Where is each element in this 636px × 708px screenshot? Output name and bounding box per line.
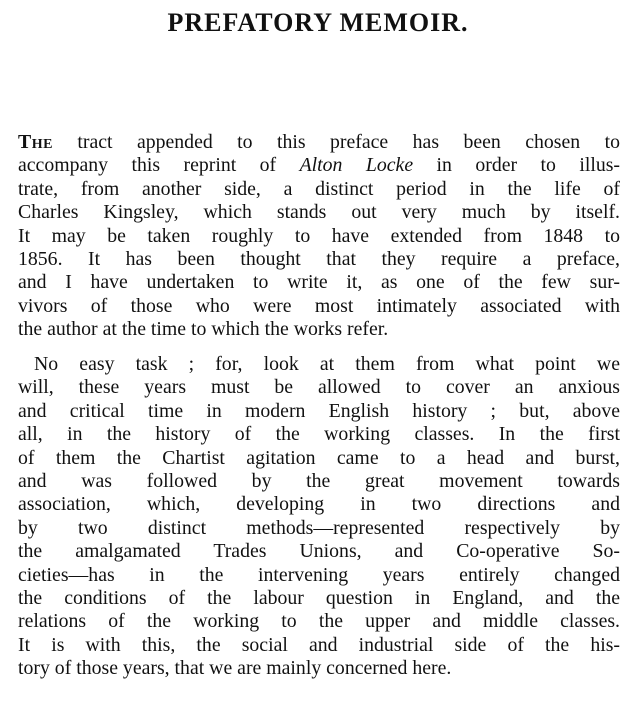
- text-line: of them the Chartist agitation came to a head and burst,: [18, 446, 620, 469]
- text-line: 1856. It has been thought that they require a preface,: [18, 247, 620, 270]
- book-title-alton-locke: Alton Locke: [299, 154, 414, 177]
- text-line: It may be taken roughly to have extended from 1848 to: [18, 224, 620, 247]
- text-line: will, these years must be allowed to cover an anxious: [18, 376, 620, 399]
- text-line: association, which, developing in two directions and: [18, 493, 620, 516]
- text-line: cieties—has in the intervening years entirely changed: [18, 563, 620, 586]
- text-line: and I have undertaken to write it, as one of the few sur-: [18, 271, 620, 294]
- text-line: accompany this reprint of Alton Locke in order to illus-: [18, 154, 620, 177]
- text-line: the conditions of the labour question in England, and the: [18, 586, 620, 609]
- text-line: vivors of those who were most intimately associated with: [18, 294, 620, 317]
- text-line: Charles Kingsley, which stands out very much by itself.: [18, 201, 620, 224]
- text-line: relations of the working to the upper and middle classes.: [18, 610, 620, 633]
- text-line: It is with this, the social and industrial side of the his-: [18, 633, 620, 656]
- text-line: and was followed by the great movement towards: [18, 469, 620, 492]
- text-line: the author at the time to which the works refer.: [18, 318, 389, 341]
- page-title: PREFATORY MEMOIR.: [167, 8, 469, 37]
- text-line: all, in the history of the working classes. In the first: [18, 423, 620, 446]
- text-line: the amalgamated Trades Unions, and Co-operative So-: [18, 540, 620, 563]
- opening-small-caps-word: The: [18, 131, 53, 153]
- text-line: No easy task ; for, look at them from what point we: [34, 353, 620, 375]
- text-line: trate, from another side, a distinct period in the life of: [18, 177, 620, 200]
- text-line: tory of those years, that we are mainly concerned here.: [18, 657, 452, 680]
- text-line: by two distinct methods—represented respectively by: [18, 516, 620, 539]
- text-line: The tract appended to this preface has been chosen to: [18, 131, 620, 153]
- paragraph-2: [18, 353, 620, 680]
- text-line: and critical time in modern English history ; but, above: [18, 399, 620, 422]
- paragraph-1: [18, 131, 620, 342]
